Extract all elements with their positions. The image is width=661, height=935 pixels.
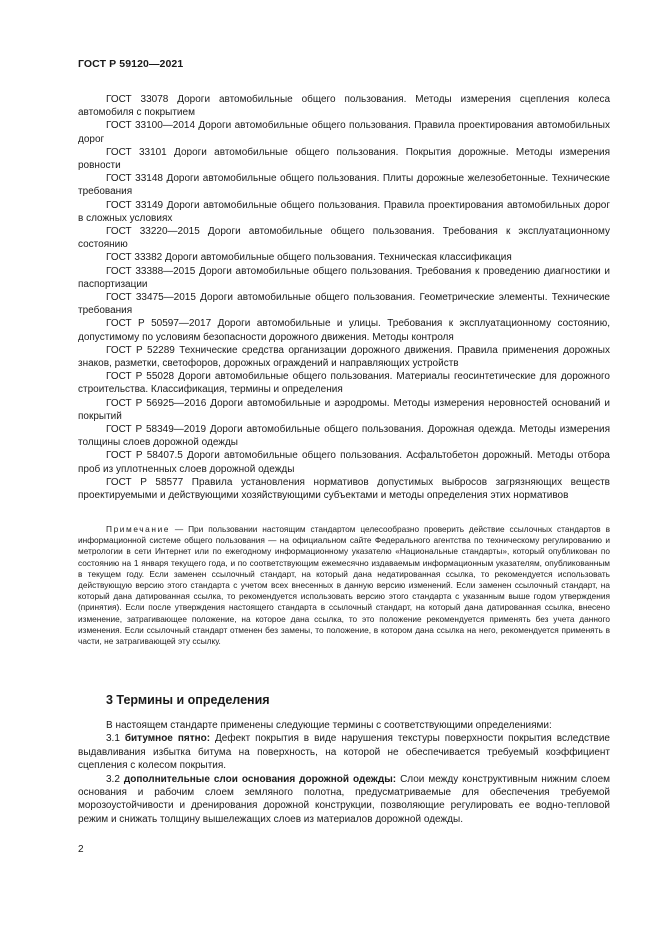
reference-item: ГОСТ Р 58407.5 Дороги автомобильные общего пользования. Асфальтобетон дорожный. Методы отбора проб из уплотненных слоев дорожной одежды	[78, 450, 610, 475]
term-definition: Слои между конструктивным нижним слоем основания и рабочим слоем земляного полотна, предусматриваемые для обеспечения требуемой морозоустойчивости и дренирования дорожной конструкции, позволяющие регулировать ее водно-тепловой режим и снижать толщину вышележащих слоев из материалов дорожной одежды.	[78, 773, 611, 825]
section-intro: В настоящем стандарте применены следующие термины с соответствующими определениями:	[106, 720, 552, 731]
reference-item: ГОСТ 33078 Дороги автомобильные общего пользования. Методы измерения сцепления колеса автомобиля с покрытием	[78, 94, 610, 119]
reference-item: ГОСТ 33100—2014 Дороги автомобильные общего пользования. Правила проектирования автомобильных дорог	[78, 120, 610, 145]
reference-item: ГОСТ Р 58349—2019 Дороги автомобильные общего пользования. Дорожная одежда. Методы измерения толщины слоев дорожной одежды	[78, 424, 610, 449]
term-name: битумное пятно:	[124, 733, 211, 745]
terms-section	[78, 719, 610, 826]
reference-item: ГОСТ Р 55028 Дороги автомобильные общего пользования. Материалы геосинтетические для дорожного строительства. Классификация, термины и определения	[78, 371, 610, 396]
reference-item: ГОСТ 33101 Дороги автомобильные общего пользования. Покрытия дорожные. Методы измерения ровности	[78, 146, 610, 172]
reference-item: ГОСТ Р 50597—2017 Дороги автомобильные и улицы. Требования к эксплуатационному состоянию, допустимому по условиям безопасности дорожного движения. Методы контроля	[78, 318, 610, 343]
term-entry	[78, 732, 610, 772]
normative-references-list	[78, 93, 610, 502]
reference-item: ГОСТ Р 58577 Правила установления нормативов допустимых выбросов загрязняющих веществ проектируемыми и действующими хозяйствующими субъектами и методы определения этих нормативов	[78, 476, 610, 502]
page-number: 2	[78, 844, 84, 855]
term-number: 3.2	[106, 773, 120, 785]
reference-item: ГОСТ 33220—2015 Дороги автомобильные общего пользования. Требования к эксплуатационному состоянию	[78, 226, 610, 251]
document-header: ГОСТ Р 59120—2021	[78, 58, 184, 70]
term-entry	[78, 773, 610, 827]
reference-item: ГОСТ 33475—2015 Дороги автомобильные общего пользования. Геометрические элементы. Технические требования	[78, 292, 610, 317]
term-number: 3.1	[106, 733, 120, 745]
term-name: дополнительные слои основания дорожной одежды:	[123, 773, 397, 785]
note-label: Примечание	[106, 524, 171, 534]
reference-item: ГОСТ 33149 Дороги автомобильные общего пользования. Правила проектирования автомобильных дорог в сложных условиях	[78, 199, 610, 224]
term-definition: Дефект покрытия в виде нарушения текстуры поверхности покрытия вследствие выдавливания избытка битума на поверхность, на которой не обеспечивается требуемый коэффициент сцепления с колесом покрытия.	[78, 733, 610, 772]
section-title: 3 Термины и определения	[106, 693, 270, 707]
reference-item: ГОСТ Р 52289 Технические средства организации дорожного движения. Правила применения дорожных знаков, разметки, светофоров, дорожных ограждений и направляющих устройств	[78, 344, 610, 370]
reference-item: ГОСТ 33382 Дороги автомобильные общего пользования. Техническая классификация	[106, 252, 512, 264]
note-block	[78, 524, 610, 647]
reference-item: ГОСТ 33388—2015 Дороги автомобильные общего пользования. Требования к проведению диагностики и паспортизации	[78, 265, 610, 290]
reference-item: ГОСТ Р 56925—2016 Дороги автомобильные и аэродромы. Методы измерения неровностей оснований и покрытий	[78, 397, 610, 422]
reference-item: ГОСТ 33148 Дороги автомобильные общего пользования. Плиты дорожные железобетонные. Технические требования	[78, 173, 610, 198]
note-text: — При пользовании настоящим стандартом целесообразно проверить действие ссылочных стандартов в информационной системе общего пользования — на официальном сайте Федерального агентства по техническому регулированию и метрологии в сети Интернет или по ежегодному информационному указателю «Национальные стандарты», который опубликован по состоянию на 1 января текущего года, и по соответствующим ежемесячно издаваемым информационным указателям, опубликованным в текущем году. Если заменен ссылочный стандарт, на который дана недатированная ссылка, то рекомендуется использовать действующую версию этого стандарта с учетом всех внесенных в данную версию изменений. Если заменен ссылочный стандарт, на который дана датированная ссылка, то рекомендуется использовать версию этого стандарта с указанным выше годом утверждения (принятия). Если после утверждения настоящего стандарта в ссылочный стандарт, на который дана датированная ссылка, внесено изменение, затрагивающее положение, на которое дана ссылка, то это положение рекомендуется применять без учета данного изменения. Если ссылочный стандарт отменен без замены, то положение, в котором дана ссылка на него, рекомендуется применять в части, не затрагивающей эту ссылку.	[78, 524, 610, 647]
